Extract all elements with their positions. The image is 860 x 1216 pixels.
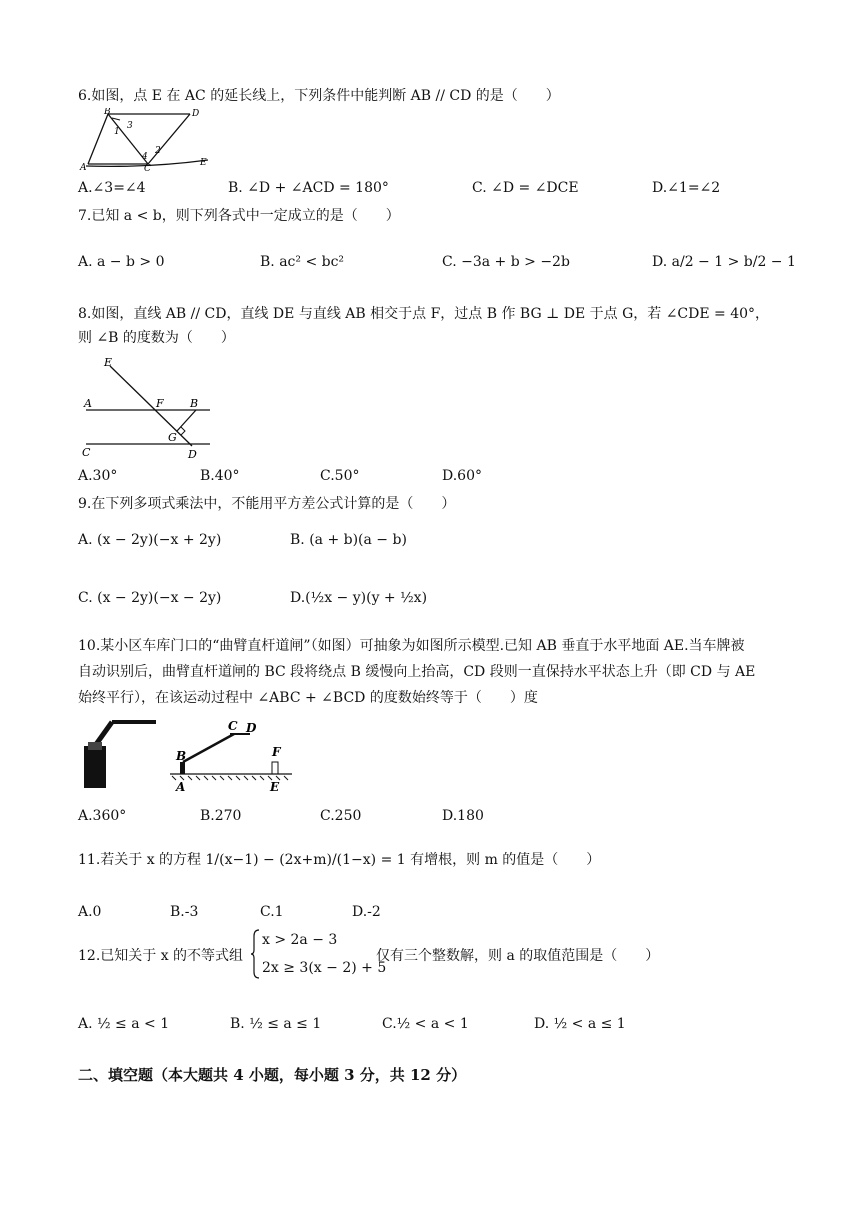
q10-option-c: C.250 bbox=[320, 808, 362, 824]
q8-label-D: D bbox=[188, 448, 197, 461]
q11-option-b: B.-3 bbox=[170, 904, 199, 920]
q6-figure bbox=[78, 108, 228, 176]
q9-option-d: D.(½x − y)(y + ½x) bbox=[290, 590, 428, 606]
q10-stem-line2: 自动识别后，曲臂直杆道闸的 BC 段将绕点 B 缓慢向上抬高，CD 段则一直保持水平状态上升（即 CD 与 AE bbox=[78, 664, 756, 680]
q8-stem-line1: 8.如图，直线 AB // CD，直线 DE 与直线 AB 相交于点 F，过点 B 作 BG ⊥ DE 于点 G，若 ∠CDE = 40°， bbox=[78, 306, 770, 322]
q10-option-b: B.270 bbox=[200, 808, 242, 824]
q6-label-3: 3 bbox=[127, 121, 133, 131]
q11-option-d: D.-2 bbox=[352, 904, 381, 920]
q8-option-c: C.50° bbox=[320, 468, 360, 484]
q8-figure bbox=[78, 352, 218, 468]
q8-label-C: C bbox=[82, 446, 91, 459]
q9-option-a: A. (x − 2y)(−x + 2y) bbox=[78, 532, 222, 548]
q10-label-F: F bbox=[272, 745, 281, 759]
q12-option-c: C.½ < a < 1 bbox=[382, 1016, 469, 1032]
q10-option-a: A.360° bbox=[78, 808, 127, 824]
q8-option-d: D.60° bbox=[442, 468, 482, 484]
q12-system-line2: 2x ≥ 3(x − 2) + 5 bbox=[262, 960, 387, 976]
q10-label-A: A bbox=[176, 780, 186, 794]
q10-label-D: D bbox=[246, 721, 257, 735]
q12-option-a: A. ½ ≤ a < 1 bbox=[78, 1016, 170, 1032]
q6-label-1: 1 bbox=[114, 127, 120, 137]
q7-option-c: C. −3a + b > −2b bbox=[442, 254, 570, 270]
q9-stem: 9.在下列多项式乘法中，不能用平方差公式计算的是（ ） bbox=[78, 496, 456, 512]
q8-stem-line2: 则 ∠B 的度数为（ ） bbox=[78, 330, 235, 346]
q6-option-b: B. ∠D + ∠ACD = 180° bbox=[228, 180, 389, 196]
q10-label-E: E bbox=[270, 780, 280, 794]
q10-stem-line3: 始终平行），在该运动过程中 ∠ABC + ∠BCD 的度数始终等于（ ）度 bbox=[78, 690, 538, 706]
q7-option-b: B. ac² < bc² bbox=[260, 254, 345, 270]
q6-label-B: B bbox=[104, 108, 111, 117]
q10-option-d: D.180 bbox=[442, 808, 484, 824]
q10-photo bbox=[78, 714, 160, 794]
q9-option-c: C. (x − 2y)(−x − 2y) bbox=[78, 590, 222, 606]
q6-label-A: A bbox=[80, 163, 87, 172]
q6-option-c: C. ∠D = ∠DCE bbox=[472, 180, 579, 196]
q6-label-4: 4 bbox=[142, 152, 148, 162]
q10-label-C: C bbox=[228, 719, 238, 733]
q6-option-d: D.∠1=∠2 bbox=[652, 180, 721, 196]
q12-option-d: D. ½ < a ≤ 1 bbox=[534, 1016, 626, 1032]
q8-option-b: B.40° bbox=[200, 468, 240, 484]
q11-option-c: C.1 bbox=[260, 904, 284, 920]
q7-stem: 7.已知 a < b，则下列各式中一定成立的是（ ） bbox=[78, 208, 400, 224]
q12-system-brace bbox=[250, 928, 260, 984]
q12-stem-prefix: 12.已知关于 x 的不等式组 bbox=[78, 948, 244, 964]
q6-label-2: 2 bbox=[155, 146, 161, 156]
q10-label-B: B bbox=[176, 749, 187, 763]
q8-option-a: A.30° bbox=[78, 468, 118, 484]
q6-option-a: A.∠3=∠4 bbox=[78, 180, 146, 196]
q6-label-C: C bbox=[144, 164, 151, 172]
q8-label-F: F bbox=[156, 397, 164, 410]
q12-stem-suffix: 仅有三个整数解，则 a 的取值范围是（ ） bbox=[376, 948, 660, 964]
q7-option-a: A. a − b > 0 bbox=[78, 254, 165, 270]
q11-option-a: A.0 bbox=[78, 904, 102, 920]
q8-label-E: E bbox=[104, 356, 113, 369]
q10-model-figure bbox=[166, 714, 296, 798]
section2-heading: 二、填空题（本大题共 4 小题，每小题 3 分，共 12 分） bbox=[78, 1066, 467, 1084]
q9-option-b: B. (a + b)(a − b) bbox=[290, 532, 407, 548]
q7-option-d: D. a/2 − 1 > b/2 − 1 bbox=[652, 254, 796, 270]
q12-system-line1: x > 2a − 3 bbox=[262, 932, 338, 948]
q11-stem: 11.若关于 x 的方程 1/(x−1) − (2x+m)/(1−x) = 1 有增根，则 m 的值是（ ） bbox=[78, 852, 601, 868]
q6-label-D: D bbox=[192, 109, 200, 119]
q12-option-b: B. ½ ≤ a ≤ 1 bbox=[230, 1016, 322, 1032]
q8-label-A: A bbox=[84, 397, 92, 410]
q6-stem: 6.如图，点 E 在 AC 的延长线上，下列条件中能判断 AB // CD 的是（ ） bbox=[78, 88, 560, 104]
q8-label-B: B bbox=[190, 397, 199, 410]
q8-label-G: G bbox=[168, 431, 177, 444]
q6-label-E: E bbox=[200, 158, 207, 168]
q10-stem-line1: 10.某小区车库门口的“曲臂直杆道闸”（如图）可抽象为如图所示模型.已知 AB 垂直于水平地面 AE.当车牌被 bbox=[78, 638, 745, 654]
